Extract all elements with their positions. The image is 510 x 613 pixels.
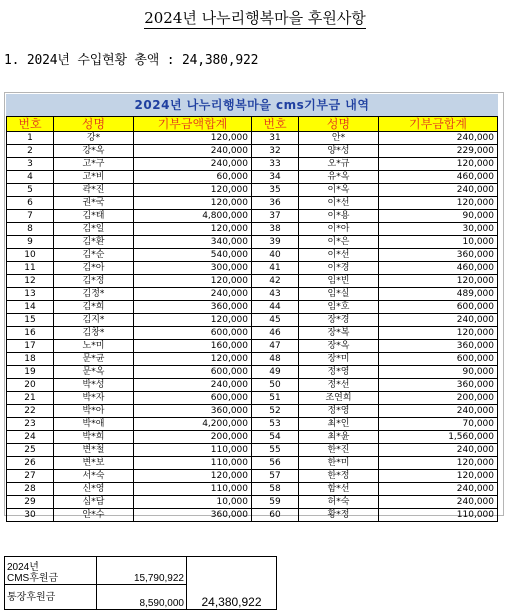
donation-amount: 120,000 <box>134 223 252 236</box>
cms-label-line2: CMS후원금 <box>7 573 59 584</box>
donation-amount: 300,000 <box>134 262 252 275</box>
donor-number: 18 <box>7 353 54 366</box>
table-row <box>7 184 498 197</box>
table-row <box>7 392 498 405</box>
donation-amount: 360,000 <box>134 405 252 418</box>
donor-name: 강*옥 <box>54 145 134 158</box>
donor-number: 50 <box>252 379 299 392</box>
table-row <box>7 145 498 158</box>
donation-amount: 360,000 <box>379 340 498 353</box>
donation-amount: 240,000 <box>134 288 252 301</box>
donation-amount: 120,000 <box>134 132 252 145</box>
donor-name: 이*옥 <box>299 184 379 197</box>
col-header-amount: 기부금액합계 <box>134 117 252 132</box>
donation-amount: 120,000 <box>134 275 252 288</box>
donor-number: 16 <box>7 327 54 340</box>
donation-amount: 240,000 <box>379 444 498 457</box>
donation-amount: 240,000 <box>379 132 498 145</box>
donor-name: 이*선 <box>299 197 379 210</box>
donor-name: 양*성 <box>299 145 379 158</box>
cms-amount: 15,790,922 <box>97 557 187 585</box>
donor-name: 박*성 <box>54 379 134 392</box>
donor-number: 38 <box>252 223 299 236</box>
donation-amount: 120,000 <box>134 314 252 327</box>
donor-name: 김*환 <box>54 236 134 249</box>
donation-amount: 200,000 <box>379 392 498 405</box>
table-row <box>7 132 498 145</box>
donation-amount: 600,000 <box>379 353 498 366</box>
table-row <box>7 275 498 288</box>
donor-number: 10 <box>7 249 54 262</box>
donor-number: 26 <box>7 457 54 470</box>
donor-name: 서*숙 <box>54 470 134 483</box>
donation-amount: 200,000 <box>134 431 252 444</box>
donation-amount: 240,000 <box>379 184 498 197</box>
donor-name: 한*정 <box>299 470 379 483</box>
donation-amount: 600,000 <box>134 366 252 379</box>
table-row <box>7 470 498 483</box>
donor-number: 15 <box>7 314 54 327</box>
donation-amount: 90,000 <box>379 210 498 223</box>
donation-amount: 240,000 <box>379 405 498 418</box>
donor-number: 55 <box>252 444 299 457</box>
donation-amount: 489,000 <box>379 288 498 301</box>
donor-name: 이*경 <box>299 262 379 275</box>
table-row <box>7 158 498 171</box>
page-title-text: 2024년 나누리행복마을 후원사항 <box>144 9 366 27</box>
table-row <box>7 197 498 210</box>
donor-name: 이*선 <box>299 249 379 262</box>
donor-number: 1 <box>7 132 54 145</box>
donor-list-header: 2024년 나누리행복마을 cms기부금 내역 <box>6 94 498 116</box>
donation-amount: 460,000 <box>379 262 498 275</box>
donor-number: 40 <box>252 249 299 262</box>
donor-name: 한*미 <box>299 457 379 470</box>
donor-name: 김*아 <box>54 262 134 275</box>
donor-number: 11 <box>7 262 54 275</box>
donor-number: 43 <box>252 288 299 301</box>
donor-number: 31 <box>252 132 299 145</box>
table-row <box>7 249 498 262</box>
donation-amount: 240,000 <box>134 379 252 392</box>
col-header-number: 번호 <box>252 117 299 132</box>
table-row <box>7 353 498 366</box>
table-row <box>7 236 498 249</box>
donor-number: 25 <box>7 444 54 457</box>
donor-name: 허*숙 <box>299 496 379 509</box>
donor-name: 문*균 <box>54 353 134 366</box>
donation-amount: 240,000 <box>134 158 252 171</box>
bank-label: 통장후원금 <box>5 585 97 610</box>
donor-name: 문*옥 <box>54 366 134 379</box>
donation-amount: 120,000 <box>134 353 252 366</box>
donor-name: 장*옥 <box>299 340 379 353</box>
table-row <box>7 431 498 444</box>
donor-name: 임*빈 <box>299 275 379 288</box>
donation-amount: 1,560,000 <box>379 431 498 444</box>
donor-number: 59 <box>252 496 299 509</box>
donation-amount: 229,000 <box>379 145 498 158</box>
donation-amount: 240,000 <box>379 314 498 327</box>
donor-number: 42 <box>252 275 299 288</box>
donor-number: 34 <box>252 171 299 184</box>
donation-amount: 110,000 <box>134 483 252 496</box>
donor-name: 고*구 <box>54 158 134 171</box>
donation-amount: 120,000 <box>379 158 498 171</box>
donation-amount: 120,000 <box>134 184 252 197</box>
col-header-name: 성명 <box>54 117 134 132</box>
donor-name: 정*선 <box>299 379 379 392</box>
donor-number: 57 <box>252 470 299 483</box>
donation-amount: 70,000 <box>379 418 498 431</box>
donor-name: 장*복 <box>299 327 379 340</box>
col-header-name: 성명 <box>299 117 379 132</box>
donation-amount: 600,000 <box>134 327 252 340</box>
donor-number: 46 <box>252 327 299 340</box>
donation-amount: 120,000 <box>379 327 498 340</box>
donor-name: 강* <box>54 132 134 145</box>
summary-table <box>4 556 277 610</box>
donor-number: 32 <box>252 145 299 158</box>
donation-amount: 90,000 <box>379 366 498 379</box>
donor-number: 58 <box>252 483 299 496</box>
donor-name: 이*용 <box>299 210 379 223</box>
donor-name: 김*희 <box>54 301 134 314</box>
donor-name: 변*철 <box>54 444 134 457</box>
donor-number: 39 <box>252 236 299 249</box>
donor-number: 36 <box>252 197 299 210</box>
donation-amount: 240,000 <box>379 483 498 496</box>
donor-name: 장*경 <box>299 314 379 327</box>
donor-name: 오*규 <box>299 158 379 171</box>
donor-name: 최*윤 <box>299 431 379 444</box>
donor-name: 곽*진 <box>54 184 134 197</box>
donor-number: 21 <box>7 392 54 405</box>
donor-name: 김지* <box>54 314 134 327</box>
table-row <box>7 496 498 509</box>
donor-name: 이*은 <box>299 236 379 249</box>
donor-number: 60 <box>252 509 299 522</box>
cms-label-line1: 2024년 <box>7 562 39 573</box>
col-header-number: 번호 <box>7 117 54 132</box>
donation-amount: 110,000 <box>134 444 252 457</box>
table-row <box>7 444 498 457</box>
donation-amount: 360,000 <box>134 509 252 522</box>
donation-amount: 4,800,000 <box>134 210 252 223</box>
donation-amount: 600,000 <box>134 392 252 405</box>
donor-number: 20 <box>7 379 54 392</box>
donation-amount: 120,000 <box>379 470 498 483</box>
donor-name: 고*비 <box>54 171 134 184</box>
donation-amount: 360,000 <box>379 379 498 392</box>
table-row <box>7 379 498 392</box>
donor-number: 33 <box>252 158 299 171</box>
table-row <box>7 483 498 496</box>
donor-number: 7 <box>7 210 54 223</box>
donor-number: 45 <box>252 314 299 327</box>
page-title <box>0 8 510 28</box>
donor-number: 6 <box>7 197 54 210</box>
donor-name: 변*보 <box>54 457 134 470</box>
donor-name: 심*담 <box>54 496 134 509</box>
table-row <box>7 509 498 522</box>
donor-number: 12 <box>7 275 54 288</box>
donor-number: 54 <box>252 431 299 444</box>
summary-row-cms <box>5 557 277 585</box>
table-row <box>7 457 498 470</box>
donor-name: 이*아 <box>299 223 379 236</box>
donor-number: 8 <box>7 223 54 236</box>
donor-name: 권*국 <box>54 197 134 210</box>
donor-name: 한*진 <box>299 444 379 457</box>
donor-number: 24 <box>7 431 54 444</box>
donor-name: 안* <box>299 132 379 145</box>
donor-table-header-row <box>7 117 498 132</box>
donor-name: 박*희 <box>54 431 134 444</box>
donor-table <box>6 116 498 522</box>
table-row <box>7 405 498 418</box>
donation-amount: 120,000 <box>379 197 498 210</box>
donor-number: 48 <box>252 353 299 366</box>
donation-amount: 460,000 <box>379 171 498 184</box>
donation-amount: 120,000 <box>379 457 498 470</box>
donor-name: 임*실 <box>299 288 379 301</box>
donor-number: 14 <box>7 301 54 314</box>
donor-number: 29 <box>7 496 54 509</box>
donation-amount: 4,200,000 <box>134 418 252 431</box>
donor-number: 5 <box>7 184 54 197</box>
donor-number: 27 <box>7 470 54 483</box>
donation-amount: 10,000 <box>379 236 498 249</box>
donor-name: 유*옥 <box>299 171 379 184</box>
donation-amount: 340,000 <box>134 236 252 249</box>
donor-number: 3 <box>7 158 54 171</box>
donor-table-body <box>7 132 498 522</box>
bank-amount: 8,590,000 <box>97 585 187 610</box>
donor-number: 2 <box>7 145 54 158</box>
donor-number: 47 <box>252 340 299 353</box>
donor-name: 김*일 <box>54 223 134 236</box>
donor-number: 44 <box>252 301 299 314</box>
donor-number: 52 <box>252 405 299 418</box>
table-row <box>7 366 498 379</box>
donation-amount: 160,000 <box>134 340 252 353</box>
donation-amount: 540,000 <box>134 249 252 262</box>
table-row <box>7 288 498 301</box>
donor-number: 35 <box>252 184 299 197</box>
donor-number: 37 <box>252 210 299 223</box>
table-row <box>7 262 498 275</box>
donation-amount: 240,000 <box>134 145 252 158</box>
donation-amount: 110,000 <box>379 509 498 522</box>
donation-amount: 110,000 <box>134 457 252 470</box>
donation-amount: 600,000 <box>379 301 498 314</box>
donor-number: 17 <box>7 340 54 353</box>
cms-label <box>5 557 97 585</box>
table-row <box>7 223 498 236</box>
donor-number: 4 <box>7 171 54 184</box>
donation-amount: 360,000 <box>134 301 252 314</box>
donor-name: 박*아 <box>54 405 134 418</box>
donor-name: 김*태 <box>54 210 134 223</box>
donor-name: 김*순 <box>54 249 134 262</box>
income-total-heading: 1. 2024년 수입현황 총액 : 24,380,922 <box>4 53 259 68</box>
donor-name: 박*자 <box>54 392 134 405</box>
summary-total: 24,380,922 <box>187 557 277 610</box>
donor-number: 22 <box>7 405 54 418</box>
donor-name: 김정* <box>54 288 134 301</box>
table-row <box>7 301 498 314</box>
donor-name: 박*애 <box>54 418 134 431</box>
donor-name: 임*호 <box>299 301 379 314</box>
donor-name: 정*영 <box>299 366 379 379</box>
donor-name: 황*정 <box>299 509 379 522</box>
donation-amount: 60,000 <box>134 171 252 184</box>
table-row <box>7 418 498 431</box>
donation-amount: 360,000 <box>379 249 498 262</box>
donation-amount: 30,000 <box>379 223 498 236</box>
donor-number: 19 <box>7 366 54 379</box>
donor-number: 51 <box>252 392 299 405</box>
donor-name: 조연희 <box>299 392 379 405</box>
donor-name: 함*선 <box>299 483 379 496</box>
donor-name: 정*영 <box>299 405 379 418</box>
donor-name: 노*미 <box>54 340 134 353</box>
donation-amount: 120,000 <box>134 470 252 483</box>
col-header-amount: 기부금합계 <box>379 117 498 132</box>
donation-amount: 10,000 <box>134 496 252 509</box>
donor-name: 최*인 <box>299 418 379 431</box>
table-row <box>7 171 498 184</box>
donor-name: 안*수 <box>54 509 134 522</box>
donor-name: 김*정 <box>54 275 134 288</box>
donation-amount: 120,000 <box>134 197 252 210</box>
donor-name: 김창* <box>54 327 134 340</box>
donor-name: 신*영 <box>54 483 134 496</box>
table-row <box>7 340 498 353</box>
donor-number: 9 <box>7 236 54 249</box>
donor-number: 23 <box>7 418 54 431</box>
donor-number: 56 <box>252 457 299 470</box>
donation-amount: 240,000 <box>379 496 498 509</box>
table-row <box>7 327 498 340</box>
donor-number: 41 <box>252 262 299 275</box>
donor-number: 49 <box>252 366 299 379</box>
donor-number: 13 <box>7 288 54 301</box>
donor-number: 53 <box>252 418 299 431</box>
donation-amount: 120,000 <box>379 275 498 288</box>
donor-name: 장*미 <box>299 353 379 366</box>
donor-number: 28 <box>7 483 54 496</box>
table-row <box>7 314 498 327</box>
table-row <box>7 210 498 223</box>
donor-number: 30 <box>7 509 54 522</box>
